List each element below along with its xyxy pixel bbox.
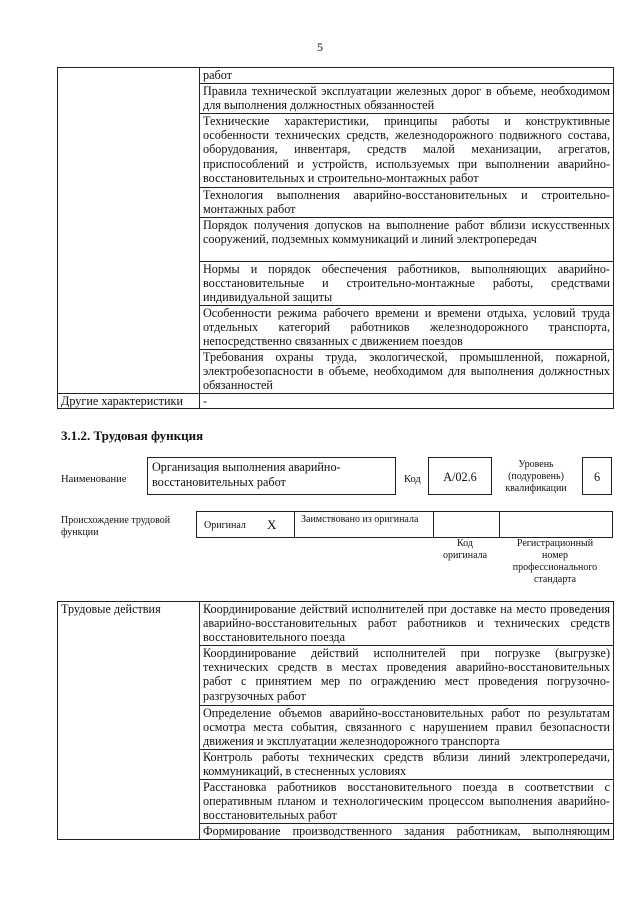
actions-label: Трудовые действия — [58, 602, 200, 840]
other-characteristics-label: Другие характеристики — [58, 394, 200, 409]
level-label: Уровень (подуровень) квалификации — [505, 459, 567, 494]
level-value: 6 — [593, 470, 601, 484]
knowledge-row: Нормы и порядок обеспечения работников, выполняющих аварийно-восстановительные и строительно-монтажные работы, средствами индивидуальной защиты — [200, 262, 614, 306]
section-title: 3.1.2. Трудовая функция — [61, 428, 204, 443]
knowledge-row: Требования охраны труда, экологической, промышленной, пожарной, электробезопасности в объеме, необходимом для выполнения должностных обязанностей — [200, 350, 614, 394]
original-label: Оригинал — [204, 520, 246, 531]
function-name-box — [147, 457, 396, 495]
origin-divider-2 — [433, 512, 434, 537]
action-row: Контроль работы технических средств вблизи линий электропередачи, коммуникаций, в стесненных условиях — [200, 750, 614, 780]
origin-label: Происхождение трудовой функции — [61, 515, 171, 538]
origin-divider-1 — [294, 512, 295, 537]
code-original-caption: Код оригинала — [442, 538, 488, 561]
action-row: Координирование действий исполнителей при погрузке (выгрузке) технических средств в местах проведения аварийно-восстановительных работ с принятием мер по ограждению мест проведения погрузочно-разгрузочных работ — [200, 646, 614, 706]
action-row: Определение объемов аварийно-восстановительных работ по результатам осмотра места события, связанного с нарушением правил безопасности движения и эксплуатации железнодорожного транспорта — [200, 706, 614, 750]
knowledge-row: Порядок получения допусков на выполнение работ вблизи искусственных сооружений, подземных коммуникаций и линий электропередач — [200, 218, 614, 262]
code-label: Код — [404, 474, 421, 485]
knowledge-row: Технические характеристики, принципы работы и конструктивные особенности технических средств, железнодорожного подвижного состава, оборудования, инвентаря, средств малой механизации, агрегатов, приспособлений и устройств, используемых при выполнении аварийно-восстановительных и строительно-монтажных работ — [200, 114, 614, 188]
knowledge-table — [57, 67, 614, 409]
action-row: Расстановка работников восстановительного поезда в соответствии с оперативным планом и технологическим процессом выполнения аварийно-восстановительных работ — [200, 780, 614, 824]
reg-number-caption: Регистрационный номер профессионального стандарта — [512, 538, 598, 585]
function-code: A/02.6 — [443, 470, 477, 484]
knowledge-row: Правила технической эксплуатации железных дорог в объеме, необходимом для выполнения должностных обязанностей — [200, 84, 614, 114]
action-row: Формирование производственного задания работникам, выполняющим — [200, 824, 614, 840]
knowledge-row: Технология выполнения аварийно-восстановительных и строительно-монтажных работ — [200, 188, 614, 218]
action-row: Координирование действий исполнителей при доставке на место проведения аварийно-восстановительных работ работников и технических средств восстановительного поезда — [200, 602, 614, 646]
knowledge-row: Особенности режима рабочего времени и времени отдыха, условий труда отдельных категорий работников железнодорожного транспорта, непосредственно связанных с движением поездов — [200, 306, 614, 350]
borrowed-label: Заимствовано из оригинала — [301, 514, 419, 525]
origin-box — [196, 511, 613, 538]
function-name: Организация выполнения аварийно-восстановительных работ — [152, 460, 341, 489]
level-box — [582, 457, 612, 495]
page-number: 5 — [317, 40, 323, 54]
name-label: Наименование — [61, 474, 127, 485]
actions-table — [57, 601, 614, 840]
knowledge-label-cell — [58, 68, 200, 394]
original-mark: X — [267, 517, 277, 532]
other-characteristics-value: - — [200, 394, 614, 409]
origin-divider-3 — [499, 512, 500, 537]
function-code-box — [428, 457, 492, 495]
knowledge-row: работ — [200, 68, 614, 84]
